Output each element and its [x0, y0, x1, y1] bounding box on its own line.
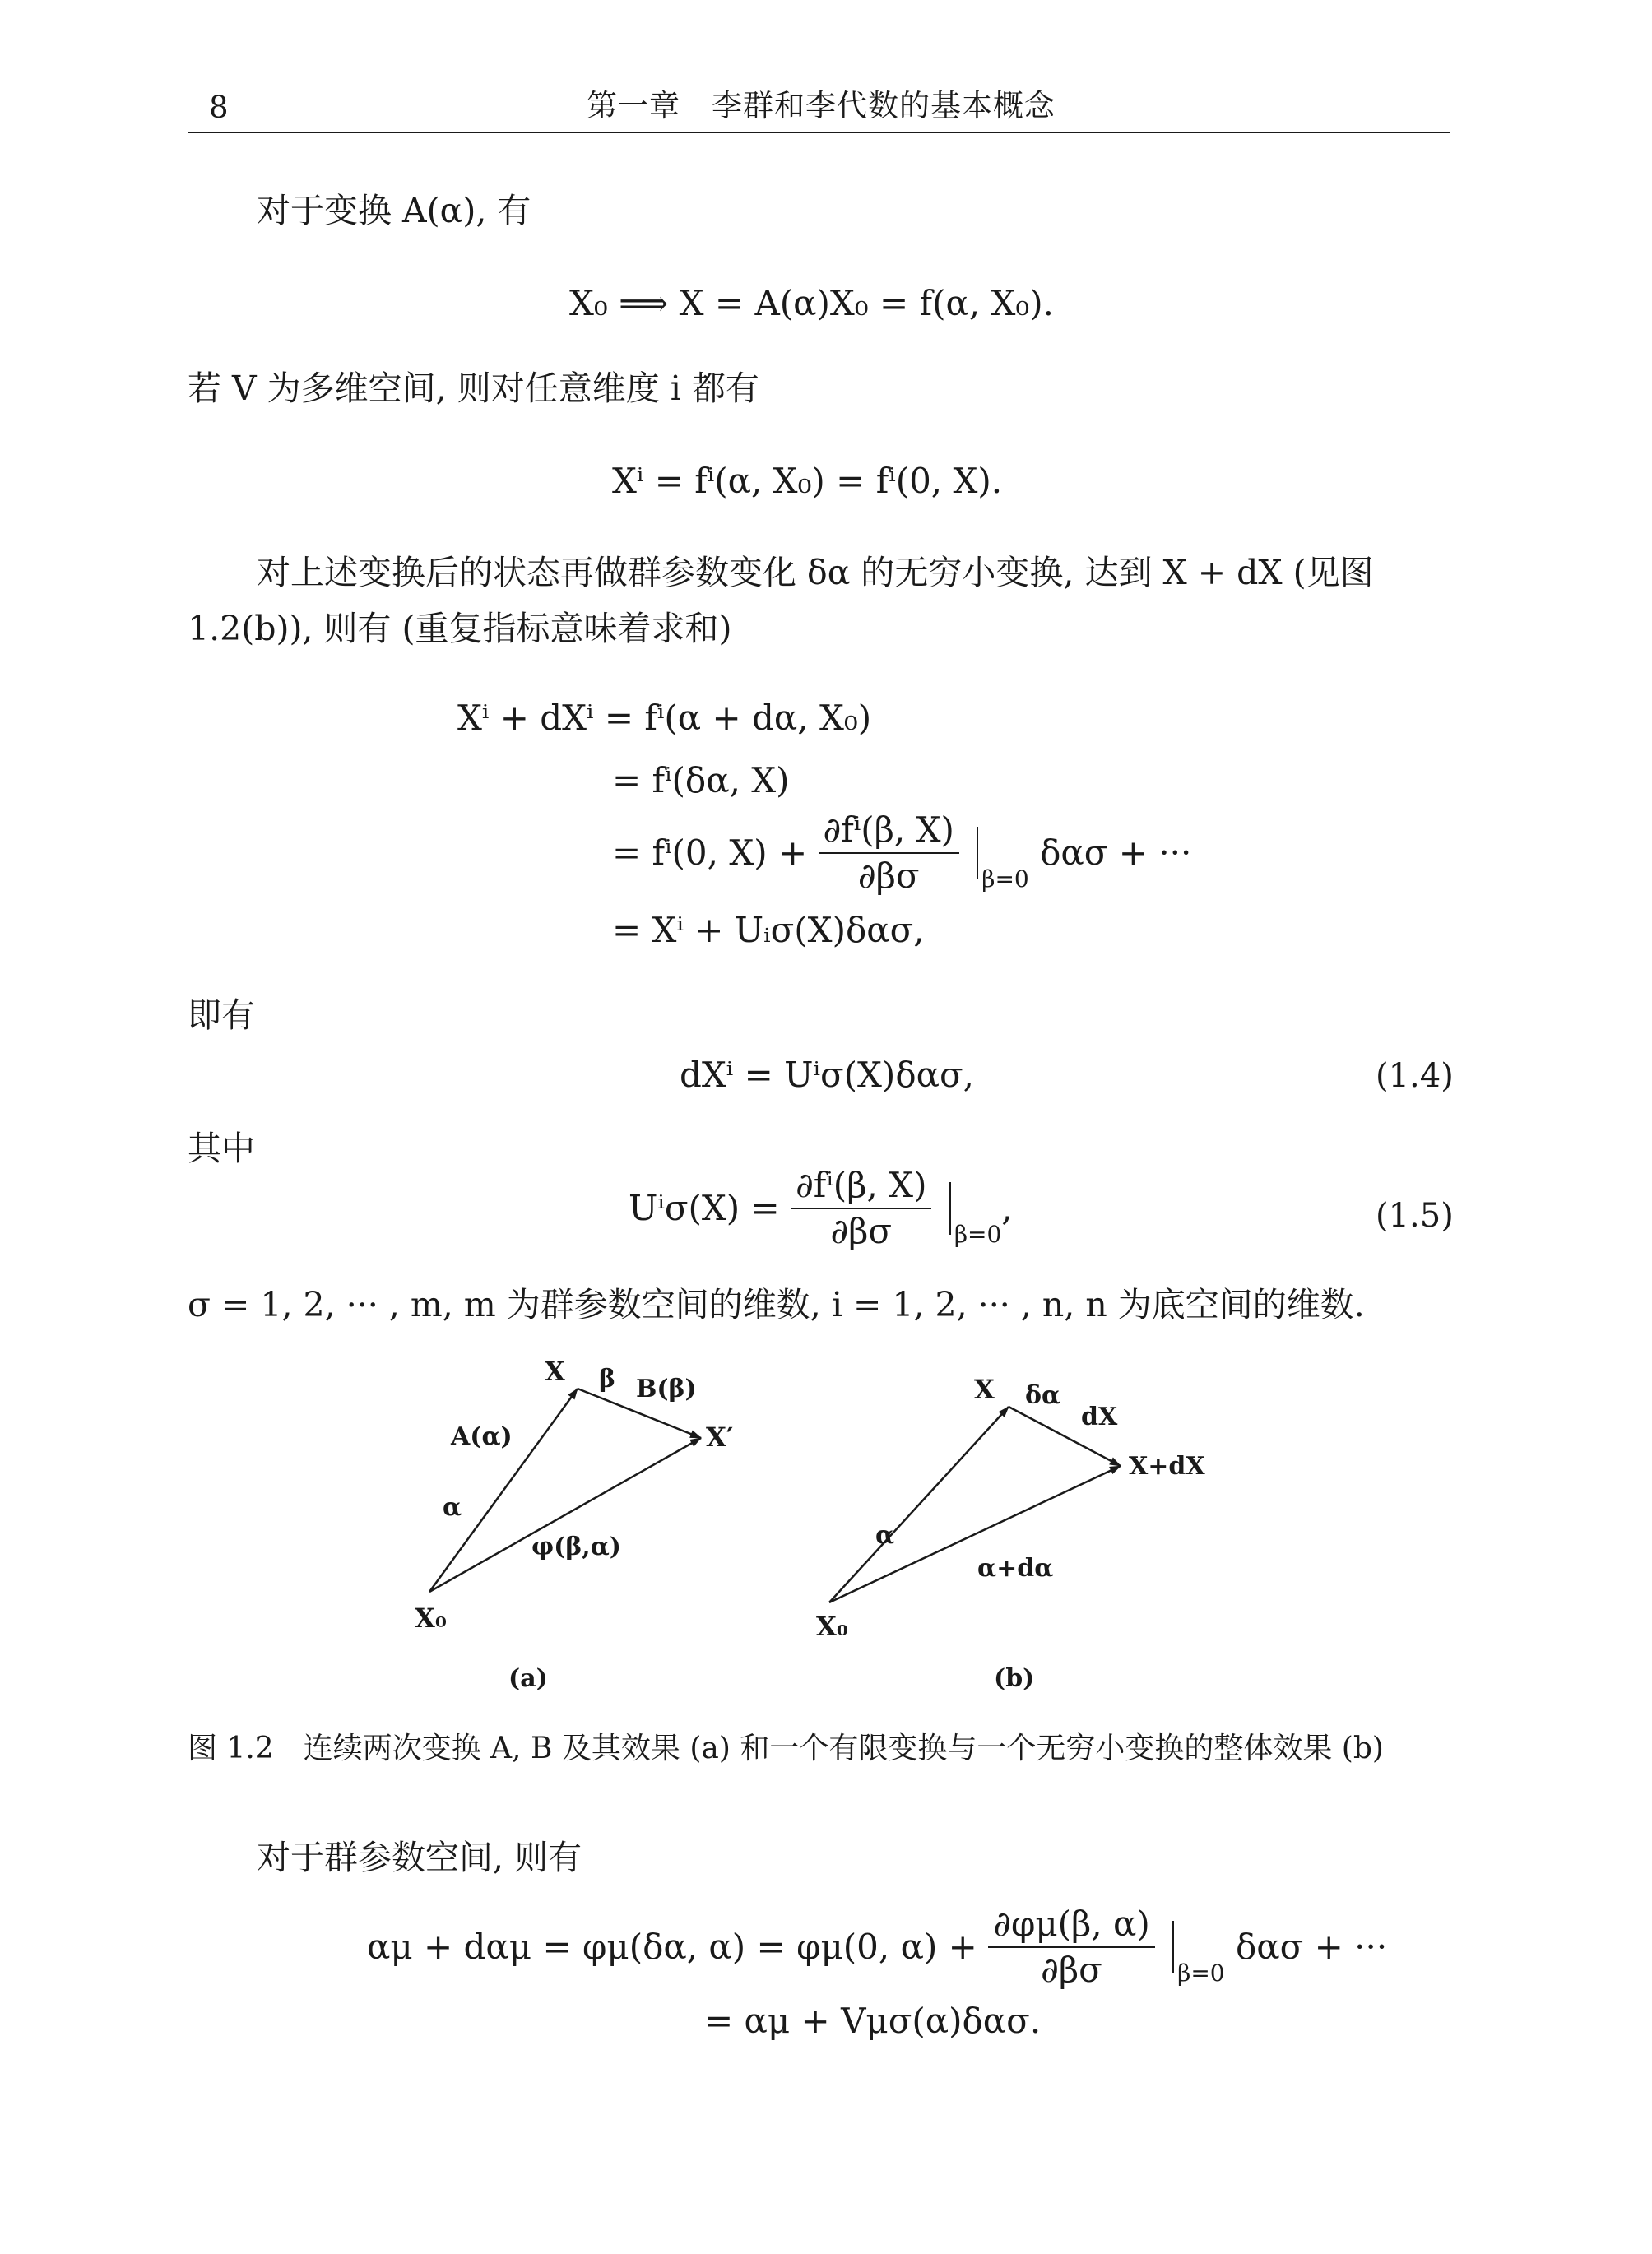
label-b-panel: (b)	[994, 1664, 1035, 1693]
paragraph-1: 对于变换 A(α), 有	[257, 191, 531, 230]
label-a-phi: φ(β,α)	[531, 1533, 621, 1561]
label-a-A: A(α)	[451, 1422, 513, 1451]
figure-panel-b	[816, 1374, 1205, 1693]
figure-1-2	[329, 1333, 1316, 1744]
eq5-denominator: ∂βσ	[830, 1211, 893, 1251]
label-b-X: X	[974, 1374, 995, 1405]
label-b-alphadalpha: α+dα	[977, 1554, 1054, 1583]
equation-3-row-1: Xⁱ + dXⁱ = fⁱ(α + dα, X₀)	[457, 698, 872, 738]
eq3-row3-fraction	[819, 809, 959, 896]
paragraph-7: 对于群参数空间, 则有	[257, 1838, 582, 1877]
label-b-X0: X₀	[816, 1611, 848, 1642]
equation-5	[629, 1165, 1013, 1251]
label-b-alpha: α	[875, 1521, 895, 1550]
equation-4-number: (1.4)	[1376, 1057, 1454, 1095]
eq5-tail: ,	[1001, 1188, 1013, 1228]
equation-3-row-3	[612, 809, 1192, 896]
eq6-row1-denominator: ∂βσ	[1041, 1950, 1102, 1990]
eq6-row1-eval-bar	[1172, 1921, 1174, 1973]
eq3-row3-eval-subscript: β=0	[981, 865, 1029, 893]
eq5-numerator: ∂fⁱ(β, X)	[791, 1168, 931, 1209]
eq3-row3-numerator: ∂fⁱ(β, X)	[819, 813, 959, 854]
label-a-alpha: α	[443, 1493, 462, 1522]
equation-4: dXⁱ = Uⁱσ(X)δασ,	[680, 1055, 974, 1095]
eq5-fraction	[791, 1165, 931, 1251]
eq3-row3-eval-bar	[977, 827, 978, 879]
paragraph-5: 其中	[188, 1129, 255, 1168]
eq6-row1-tail: δασ + ···	[1235, 1927, 1388, 1967]
figure-panel-a	[415, 1356, 733, 1693]
eq6-row1-numerator: ∂φμ(β, α)	[988, 1907, 1155, 1948]
eq5-eval-subscript: β=0	[954, 1221, 1002, 1248]
equation-2: Xⁱ = fⁱ(α, X₀) = fⁱ(0, X).	[612, 461, 1003, 501]
label-b-dX: dX	[1081, 1403, 1118, 1431]
figure-caption: 图 1.2 连续两次变换 A, B 及其效果 (a) 和一个有限变换与一个无穷小变换的整体效果 (b)	[188, 1732, 1384, 1765]
eq5-eval-bar	[949, 1182, 951, 1235]
label-b-dalpha: δα	[1025, 1381, 1061, 1410]
eq6-row1-lhs: αμ + dαμ = φμ(δα, α) = φμ(0, α) +	[367, 1927, 977, 1967]
equation-3-row-2: = fⁱ(δα, X)	[612, 760, 790, 800]
page-number: 8	[209, 90, 229, 125]
label-a-B: B(β)	[636, 1375, 697, 1403]
eq3-row3-tail: δασ + ···	[1040, 832, 1192, 873]
label-a-X: X	[545, 1356, 565, 1387]
paragraph-3-line-2: 1.2(b)), 则有 (重复指标意味着求和)	[188, 609, 732, 648]
header-rule	[188, 132, 1450, 133]
equation-3-row-4: = Xⁱ + Uᵢσ(X)δασ,	[612, 910, 925, 950]
paragraph-4: 即有	[188, 995, 255, 1035]
eq3-row3-lhs: = fⁱ(0, X) +	[612, 832, 808, 873]
paragraph-6: σ = 1, 2, ··· , m, m 为群参数空间的维数, i = 1, 2, ··· , n, n 为底空间的维数.	[188, 1285, 1365, 1324]
equation-1: X₀ ⟹ X = A(α)X₀ = f(α, X₀).	[569, 283, 1055, 323]
label-a-X0: X₀	[415, 1602, 447, 1634]
eq5-lhs: Uⁱσ(X) =	[629, 1188, 780, 1228]
label-b-XdX: X+dX	[1129, 1452, 1205, 1481]
label-a-Xprime: X′	[706, 1422, 734, 1453]
label-a-panel: (a)	[508, 1664, 548, 1693]
equation-5-number: (1.5)	[1376, 1197, 1454, 1235]
arrow-b-alphadalpha	[829, 1466, 1121, 1602]
chapter-title: 第一章 李群和李代数的基本概念	[587, 88, 1056, 123]
eq3-row3-denominator: ∂βσ	[857, 856, 920, 896]
paragraph-2: 若 V 为多维空间, 则对任意维度 i 都有	[188, 369, 759, 408]
label-a-beta: β	[599, 1365, 615, 1394]
arrow-a-phi	[429, 1438, 701, 1592]
equation-6-row-1	[367, 1904, 1388, 1990]
eq6-row1-eval-subscript: β=0	[1177, 1959, 1225, 1987]
equation-6-row-2: = αμ + Vμσ(α)δασ.	[704, 2001, 1042, 2041]
paragraph-3-line-1: 对上述变换后的状态再做群参数变化 δα 的无穷小变换, 达到 X + dX (见图	[257, 553, 1374, 592]
eq6-row1-fraction	[988, 1904, 1155, 1990]
